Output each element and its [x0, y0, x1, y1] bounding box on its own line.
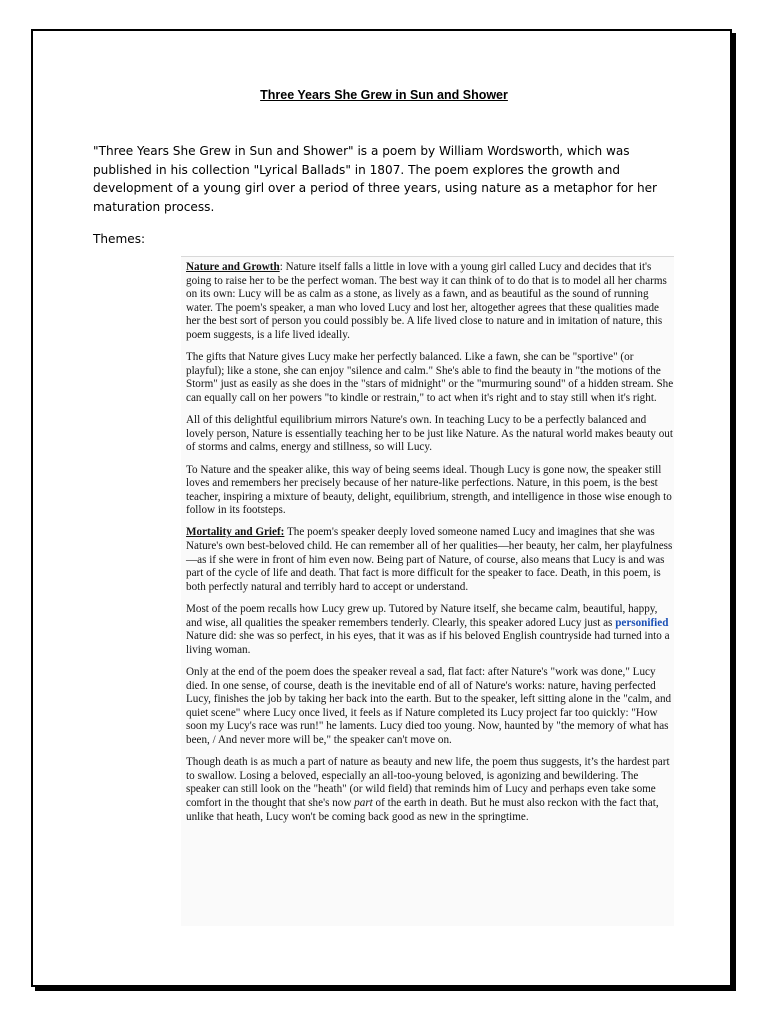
- paragraph-gifts: The gifts that Nature gives Lucy make her perfectly balanced. Like a fawn, she can be "sportive" (or playful); like a stone, she can enjoy "silence and calm." She's able to find the beauty in "the motions of the Storm" just as easily as she does in the "stars of midnight" or the "murmuring sound" of a hidden stream. She can equally call on her powers "to kindle or restrain," to act when it's right and to stay still when it's right.: [186, 351, 674, 404]
- heading-mortality-and-grief: Mortality and Grief:: [186, 526, 285, 539]
- paragraph-mortality-grief: [186, 526, 674, 594]
- emphasis-part: part: [354, 796, 373, 809]
- paragraph-hardest-part: [186, 756, 674, 824]
- themes-label: Themes:: [93, 232, 146, 246]
- themes-excerpt: [181, 256, 674, 926]
- personified-link[interactable]: personified: [615, 616, 669, 629]
- paragraph-text: : Nature itself falls a little in love with a young girl called Lucy and decides that it's going to raise her to be the perfect woman. The best way it can think of to do that is to model all her charms on its own: Lucy will be as calm as a stone, as lively as a fawn, and as beautiful as the sound of running water. The poem's speaker, a man who loved Lucy and lost her, altogether agrees that these qualities made her the best sort of person you could possibly be. A life lived close to nature and in imitation of nature, this poem suggests, is a life lived ideally.: [186, 261, 667, 341]
- paragraph-text: The poem's speaker deeply loved someone named Lucy and imagines that she was Nature's own best-beloved child. He can remember all of her qualities—her beauty, her calm, her playfulness—as if she were in front of him even now. Being part of Nature, of course, also means that Lucy is and was part of the cycle of life and death. That fact is more difficult for the speaker to face. Death, in this poem, is both perfectly natural and terribly hard to accept or understand.: [186, 526, 673, 593]
- paragraph-text: Though death is as much a part of nature as beauty and new life, the poem thus suggests, it’s the hardest part to swallow. Losing a beloved, especially an all-too-young beloved, is agonizing and bewildering. The speaker can still look on the "heath" (or wild field) that reminds him of Lucy and perhaps even take some comfort in the thought that she's now: [186, 756, 670, 809]
- paragraph-end-of-poem: Only at the end of the poem does the speaker reveal a sad, flat fact: after Nature's "work was done," Lucy died. In one sense, of course, death is the inevitable end of all of Nature's works: nature, having perfected Lucy, finishes the job by taking her back into the earth. But to the speaker, left sitting alone in the "calm, and quiet scene" where Lucy once lived, it feels as if Nature completed its Lucy project far too quickly: "How soon my Lucy's race was run!" he laments. Lucy died too young. Now, haunted by "the memory of what has been, / And never more will be," the speaker can't move on.: [186, 666, 672, 746]
- paragraph-equilibrium: All of this delightful equilibrium mirrors Nature's own. In teaching Lucy to be a perfectly balanced and lovely person, Nature is essentially teaching her to be just like Nature. As the natural world makes beauty out of storms and calms, energy and stillness, so will Lucy.: [186, 414, 673, 454]
- heading-nature-and-growth: Nature and Growth: [186, 261, 280, 273]
- paragraph-text: of the earth in death. But he must also reckon with the fact that, unlike that heath, Lucy won't be coming back good as new in the springtime.: [186, 796, 659, 823]
- document-title: Three Years She Grew in Sun and Shower: [260, 88, 508, 102]
- paragraph-text: Nature did: she was so perfect, in his eyes, that it was as if his beloved English countryside had turned into a living woman.: [186, 630, 670, 656]
- paragraph-grew-up: [186, 603, 674, 657]
- paragraph-text: Most of the poem recalls how Lucy grew up. Tutored by Nature itself, she became calm, beautiful, happy, and wise, all qualities the speaker remembers tenderly. Clearly, this speaker adored Lucy just as: [186, 603, 658, 629]
- paragraph-nature-growth: [186, 261, 674, 343]
- intro-paragraph: "Three Years She Grew in Sun and Shower" is a poem by William Wordsworth, which was published in his collection "Lyrical Ballads" in 1807. The poem explores the growth and development of a young girl over a period of three years, using nature as a metaphor for her maturation process.: [93, 144, 658, 214]
- paragraph-ideal: To Nature and the speaker alike, this way of being seems ideal. Though Lucy is gone now, the speaker still loves and remembers her precisely because of her nature-like perfections. Nature, in this poem, is the best teacher, inspiring a mixture of beauty, delight, equilibrium, strength, and intelligence in those wise enough to follow in its footsteps.: [186, 463, 672, 517]
